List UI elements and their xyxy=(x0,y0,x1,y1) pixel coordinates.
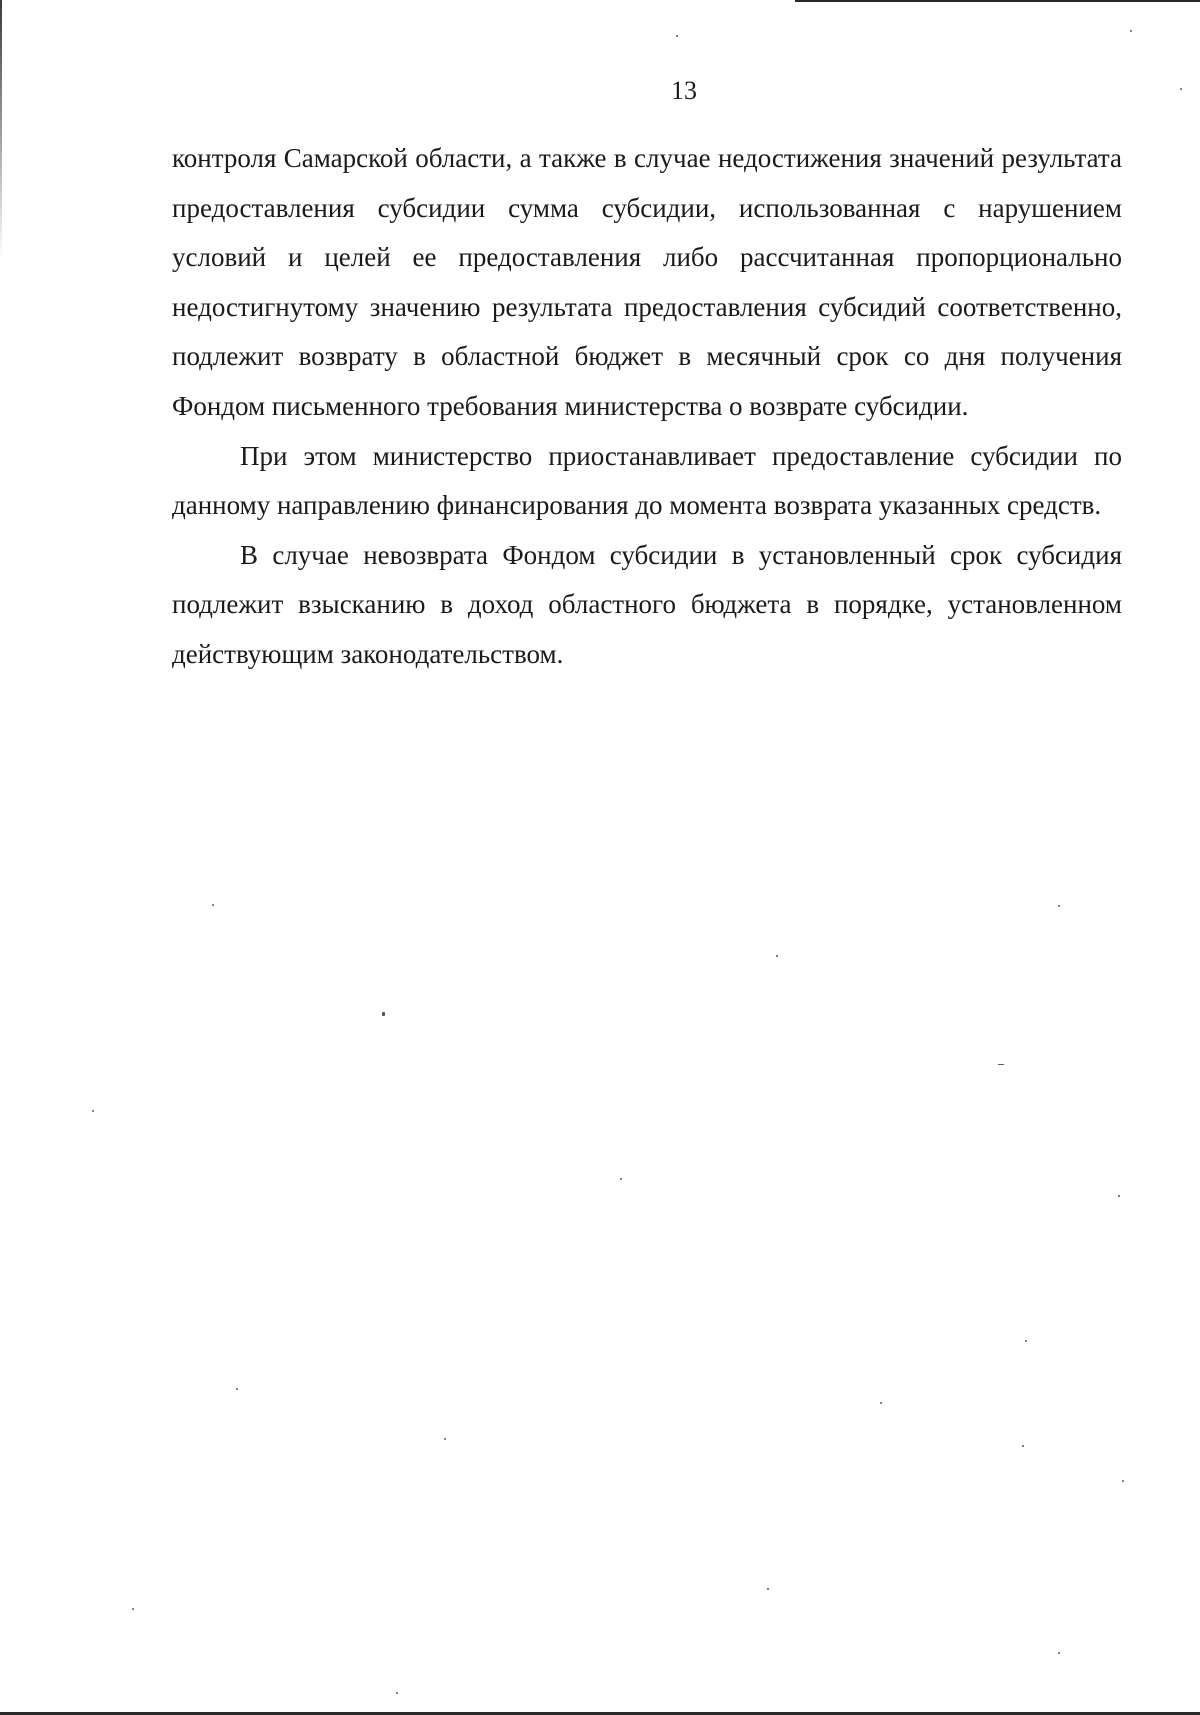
scan-speck xyxy=(382,1012,385,1016)
scan-speck xyxy=(396,1692,398,1694)
scan-speck xyxy=(236,1388,238,1390)
scan-speck xyxy=(1118,1195,1120,1197)
scan-speck xyxy=(776,955,778,957)
scan-speck xyxy=(1122,1480,1124,1482)
scan-speck xyxy=(620,1178,622,1180)
scan-edge-left xyxy=(0,0,2,260)
scan-speck xyxy=(1180,88,1182,90)
scan-speck xyxy=(1022,1445,1024,1447)
document-body xyxy=(172,134,1122,680)
scan-speck xyxy=(880,1402,882,1404)
scan-speck xyxy=(1058,905,1060,907)
paragraph-recovery: В случае невозврата Фондом субсидии в установленный срок субсидия подлежит взысканию в доход областного бюджета в порядке, установленном действующим законодательством. xyxy=(172,539,1122,669)
scan-speck xyxy=(132,1608,134,1610)
scan-speck xyxy=(998,1064,1004,1065)
scan-speck xyxy=(444,1438,446,1440)
scan-speck xyxy=(767,1588,769,1590)
scan-speck xyxy=(212,904,214,906)
scan-speck xyxy=(1130,30,1132,32)
scan-speck xyxy=(1025,1340,1027,1342)
scan-speck xyxy=(1058,1652,1060,1654)
paragraph-suspension: При этом министерство приостанавливает предоставление субсидии по данному направлению финансирования до момента возврата указанных средств. xyxy=(172,440,1122,521)
scan-speck xyxy=(92,1110,94,1112)
paragraph-continuation: контроля Самарской области, а также в случае недостижения значений результата предоставления субсидии сумма субсидии, использованная с нарушением условий и целей ее предоставления либо рассчитанная пропорционально недостигнутому значению результата предоставления субсидий соответственно, подлежит возврату в областной бюджет в месячный срок со дня получения Фондом письменного требования министерства о возврате субсидии. xyxy=(172,143,1122,421)
scan-edge-top xyxy=(795,0,1200,2)
page-number: 13 xyxy=(671,76,697,105)
scan-speck xyxy=(676,35,678,37)
